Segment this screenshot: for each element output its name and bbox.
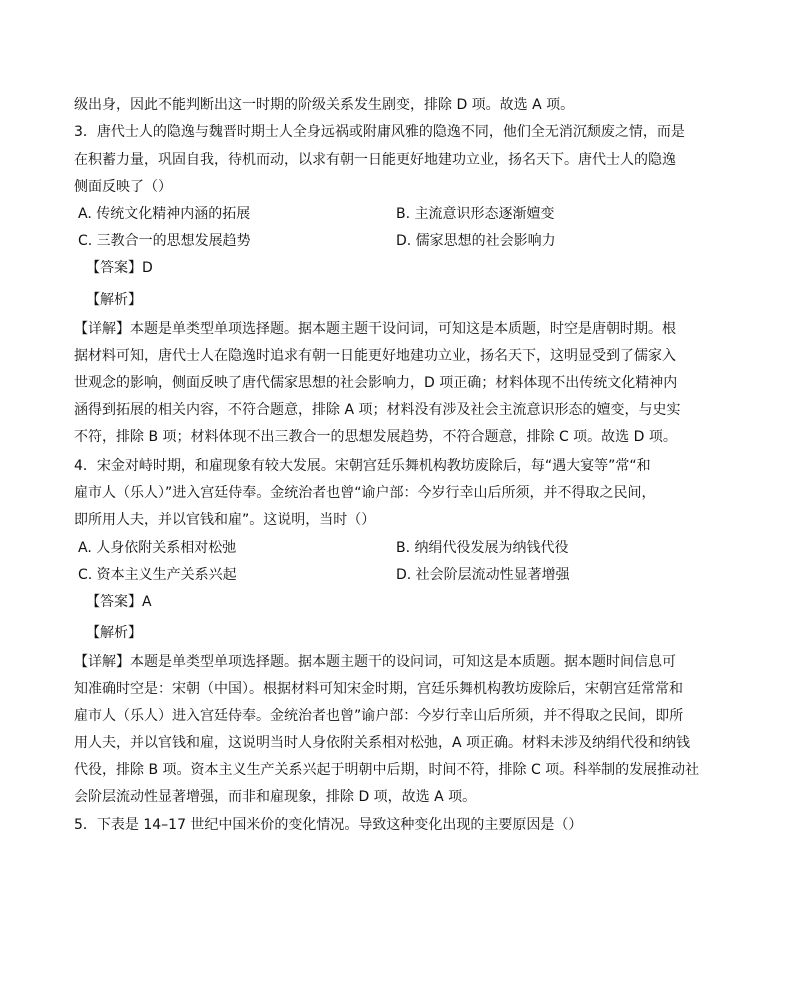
q3-detail-line: 世观念的影响，侧面反映了唐代儒家思想的社会影响力，D 项正确；材料体现不出传统文化精神内	[74, 375, 678, 391]
question-4-stem: 雇市人（乐人）”进入宫廷侍奉。金统治者也曾“谕户部：今岁行幸山后所须，并不得取之民间，	[74, 485, 656, 501]
q3-answer: 【答案】D	[86, 260, 153, 276]
q4-option-a: A. 人身依附关系相对松弛	[78, 540, 237, 556]
q3-detail-line: 不符，排除 B 项；材料体现不出三教合一的思想发展趋势，不符合题意，排除 C 项。故选 D 项。	[74, 429, 677, 445]
q3-detail-line: 涵得到拓展的相关内容，不符合题意，排除 A 项；材料没有涉及社会主流意识形态的嬗变，与史实	[74, 402, 681, 418]
q4-detail-line: 【详解】本题是单类型单项选择题。据本题主题干的设问词，可知这是本质题。据本题时间信息可	[74, 654, 676, 670]
q4-detail-line: 会阶层流动性显著增强，而非和雇现象，排除 D 项，故选 A 项。	[74, 789, 477, 805]
text-line: 级出身，因此不能判断出这一时期的阶级关系发生剧变，排除 D 项。故选 A 项。	[74, 97, 575, 113]
q4-detail-line: 用人夫，并以官钱和雇，这说明当时人身依附关系相对松弛，A 项正确。材料未涉及纳绢代役和纳钱	[74, 735, 691, 751]
q3-analysis-heading: 【解析】	[86, 292, 142, 308]
q4-option-d: D. 社会阶层流动性显著增强	[396, 567, 570, 583]
question-3-stem: 侧面反映了（）	[74, 179, 172, 195]
q4-option-b: B. 纳绢代役发展为纳钱代役	[396, 540, 569, 556]
q3-detail-line: 【详解】本题是单类型单项选择题。据本题主题干设问词，可知这是本质题，时空是唐朝时期。根	[74, 321, 676, 337]
q3-option-c: C. 三教合一的思想发展趋势	[78, 233, 251, 249]
question-5-stem: 5．下表是 14–17 世纪中国米价的变化情况。导致这种变化出现的主要原因是（）	[74, 817, 583, 833]
question-4-stem: 即所用人夫，并以官钱和雇”。这说明，当时（）	[74, 512, 376, 528]
question-3-stem: 3．唐代士人的隐逸与魏晋时期士人全身远祸或附庸风雅的隐逸不同，他们全无消沉颓废之情，而是	[74, 124, 685, 140]
q4-detail-line: 代役，排除 B 项。资本主义生产关系兴起于明朝中后期，时间不符，排除 C 项。科举制的发展推动社	[74, 762, 700, 778]
q4-detail-line: 雇市人（乐人）进入宫廷侍奉。金统治者也曾”谕户部：今岁行幸山后所须，并不得取之民间，即所	[74, 708, 684, 724]
q3-option-a: A. 传统文化精神内涵的拓展	[78, 206, 251, 222]
q4-analysis-heading: 【解析】	[86, 625, 142, 641]
q4-option-c: C. 资本主义生产关系兴起	[78, 567, 237, 583]
q4-answer: 【答案】A	[86, 594, 152, 610]
q3-option-b: B. 主流意识形态逐渐嬗变	[396, 206, 555, 222]
q4-detail-line: 知准确时空是：宋朝（中国）。根据材料可知宋金时期，宫廷乐舞机构教坊废除后，宋朝宫廷常常和	[74, 681, 683, 697]
question-4-stem: 4．宋金对峙时期，和雇现象有较大发展。宋朝宫廷乐舞机构教坊废除后，每“遇大宴等”常“和	[74, 458, 651, 474]
question-3-stem: 在积蓄力量，巩固自我，待机而动，以求有朝一日能更好地建功立业，扬名天下。唐代士人的隐逸	[74, 152, 676, 168]
q3-detail-line: 据材料可知，唐代士人在隐逸时追求有朝一日能更好地建功立业，扬名天下，这明显受到了儒家入	[74, 348, 676, 364]
q3-option-d: D. 儒家思想的社会影响力	[396, 233, 556, 249]
